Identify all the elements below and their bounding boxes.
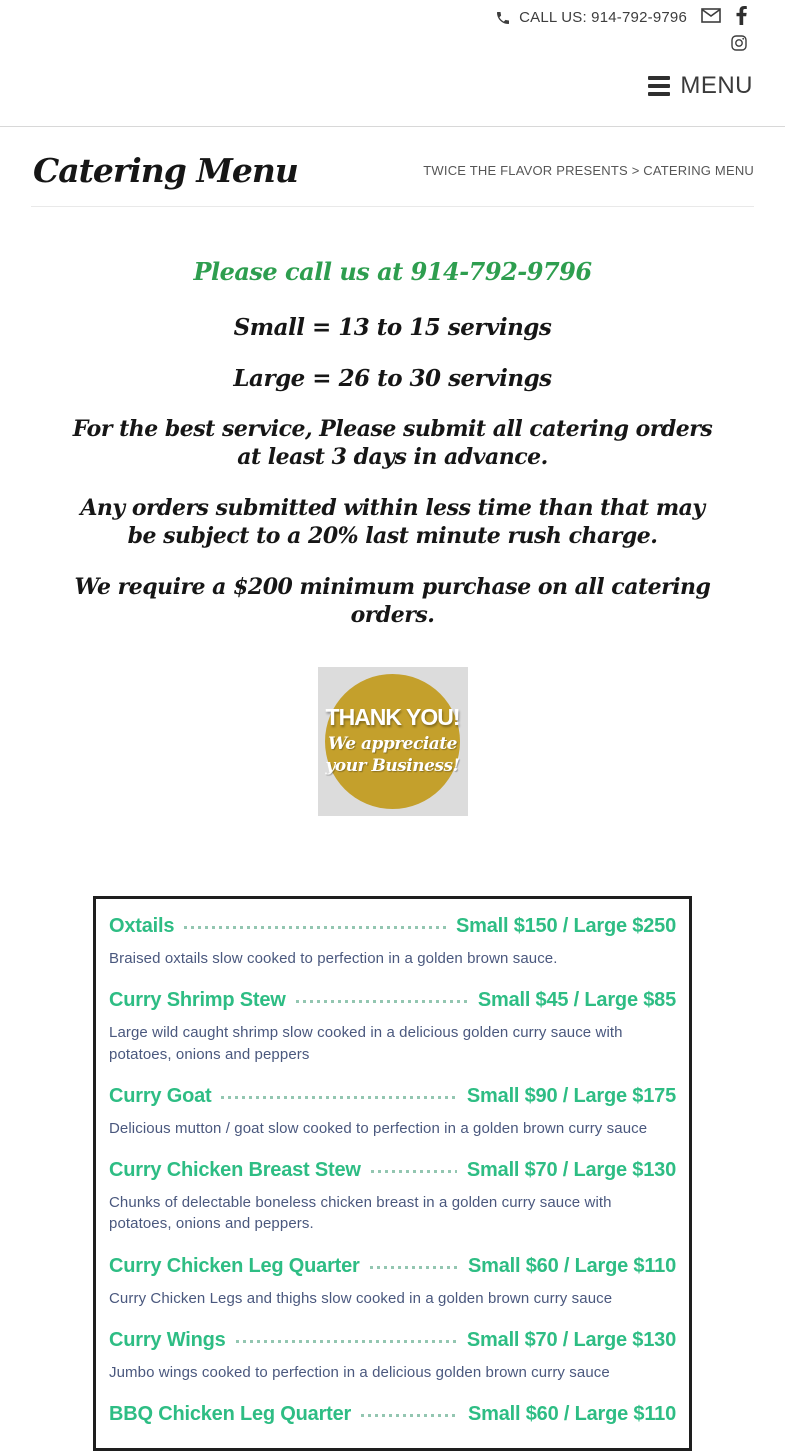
menu-item-head	[109, 1403, 676, 1426]
call-us-label: CALL US: 914-792-9796	[519, 9, 687, 26]
dotted-leader	[361, 1414, 458, 1417]
thank-you-badge-wrap	[0, 667, 785, 816]
menu-item-name: Curry Chicken Leg Quarter	[109, 1254, 360, 1277]
thank-you-badge	[318, 667, 468, 816]
menu-item-head	[109, 1085, 676, 1108]
badge-thank-you-text: THANK YOU!	[325, 703, 460, 730]
minimum-purchase-notice: We require a $200 minimum purchase on all catering orders.	[74, 574, 711, 628]
menu-item-price: Small $60 / Large $110	[468, 1403, 676, 1426]
menu-item-head	[109, 1159, 676, 1182]
menu-item-price: Small $45 / Large $85	[477, 989, 676, 1012]
dotted-leader	[236, 1340, 457, 1343]
breadcrumb-separator: >	[631, 163, 640, 178]
menu-item-head	[109, 1255, 676, 1278]
title-divider	[31, 206, 754, 207]
breadcrumb-current: CATERING MENU	[643, 163, 754, 178]
menu-item-head	[109, 989, 676, 1012]
dotted-leader	[221, 1096, 456, 1099]
menu-item	[109, 1159, 676, 1235]
advance-notice: For the best service, Please submit all catering orders at least 3 days in advance.	[72, 416, 713, 470]
menu-item-description: Curry Chicken Legs and thighs slow cooked in a golden brown curry sauce	[109, 1289, 613, 1307]
menu-item-name: Curry Chicken Breast Stew	[109, 1159, 361, 1182]
menu-item-head	[109, 915, 676, 938]
menu-item-name: Curry Wings	[109, 1329, 226, 1352]
breadcrumb-home-link[interactable]: TWICE THE FLAVOR PRESENTS	[423, 163, 628, 178]
menu-item	[109, 1329, 676, 1383]
mail-icon[interactable]	[701, 8, 721, 23]
page-head	[0, 127, 785, 190]
dotted-leader	[370, 1266, 458, 1269]
menu-item-name: Oxtails	[109, 915, 175, 937]
hamburger-icon	[648, 76, 670, 96]
badge-business-text: your Business!	[325, 756, 460, 776]
menu-item-description: Delicious mutton / goat slow cooked to perfection in a golden brown curry sauce	[109, 1119, 648, 1137]
menu-item-price: Small $60 / Large $110	[468, 1254, 676, 1277]
menu-item	[109, 989, 676, 1065]
menu-item-price: Small $70 / Large $130	[466, 1159, 676, 1182]
menu-item	[109, 1255, 676, 1309]
menu-item-price: Small $90 / Large $175	[466, 1084, 676, 1107]
menu-item-description: Chunks of delectable boneless chicken breast in a golden curry sauce with potatoes, onions and peppers.	[109, 1194, 612, 1233]
badge-appreciate-text: We appreciate	[328, 733, 457, 754]
breadcrumb	[423, 163, 754, 178]
large-servings-line: Large = 26 to 30 servings	[233, 365, 552, 392]
topbar	[0, 0, 785, 52]
menu-item	[109, 1085, 676, 1139]
dotted-leader	[184, 926, 446, 929]
menu-item-description: Large wild caught shrimp slow cooked in a delicious golden curry sauce with potatoes, onions and peppers	[109, 1024, 623, 1063]
facebook-icon[interactable]	[736, 6, 747, 25]
menu-item-head	[109, 1329, 676, 1352]
menu-item	[109, 915, 676, 969]
menu-item-description: Braised oxtails slow cooked to perfection in a golden brown sauce.	[109, 950, 558, 967]
menu-item-name: BBQ Chicken Leg Quarter	[109, 1403, 352, 1426]
phone-icon	[495, 10, 511, 26]
menu-item-name: Curry Shrimp Stew	[109, 989, 286, 1012]
menu-item-price: Small $150 / Large $250	[456, 915, 676, 937]
thank-you-circle	[325, 674, 460, 809]
menu-item-price: Small $70 / Large $130	[466, 1329, 676, 1352]
menu-item	[109, 1403, 676, 1426]
site-header	[0, 0, 785, 127]
menu-item-description: Jumbo wings cooked to perfection in a delicious golden brown curry sauce	[109, 1364, 610, 1382]
rush-charge-notice: Any orders submitted within less time than that may be subject to a 20% last minute rush charge.	[80, 495, 705, 549]
catering-menu-card	[93, 896, 692, 1451]
menu-toggle[interactable]	[0, 52, 785, 126]
page-title: Catering Menu	[33, 151, 298, 190]
menu-toggle-label: MENU	[680, 72, 753, 99]
dotted-leader	[296, 1000, 468, 1003]
social-links	[701, 6, 747, 51]
main-content	[0, 127, 785, 1451]
menu-item-name: Curry Goat	[109, 1084, 212, 1107]
instagram-icon[interactable]	[731, 35, 747, 51]
intro-section	[0, 257, 785, 629]
small-servings-line: Small = 13 to 15 servings	[233, 314, 552, 341]
dotted-leader	[371, 1170, 457, 1173]
call-us-script-line: Please call us at 914-792-9796	[193, 257, 592, 286]
call-us	[495, 9, 687, 26]
